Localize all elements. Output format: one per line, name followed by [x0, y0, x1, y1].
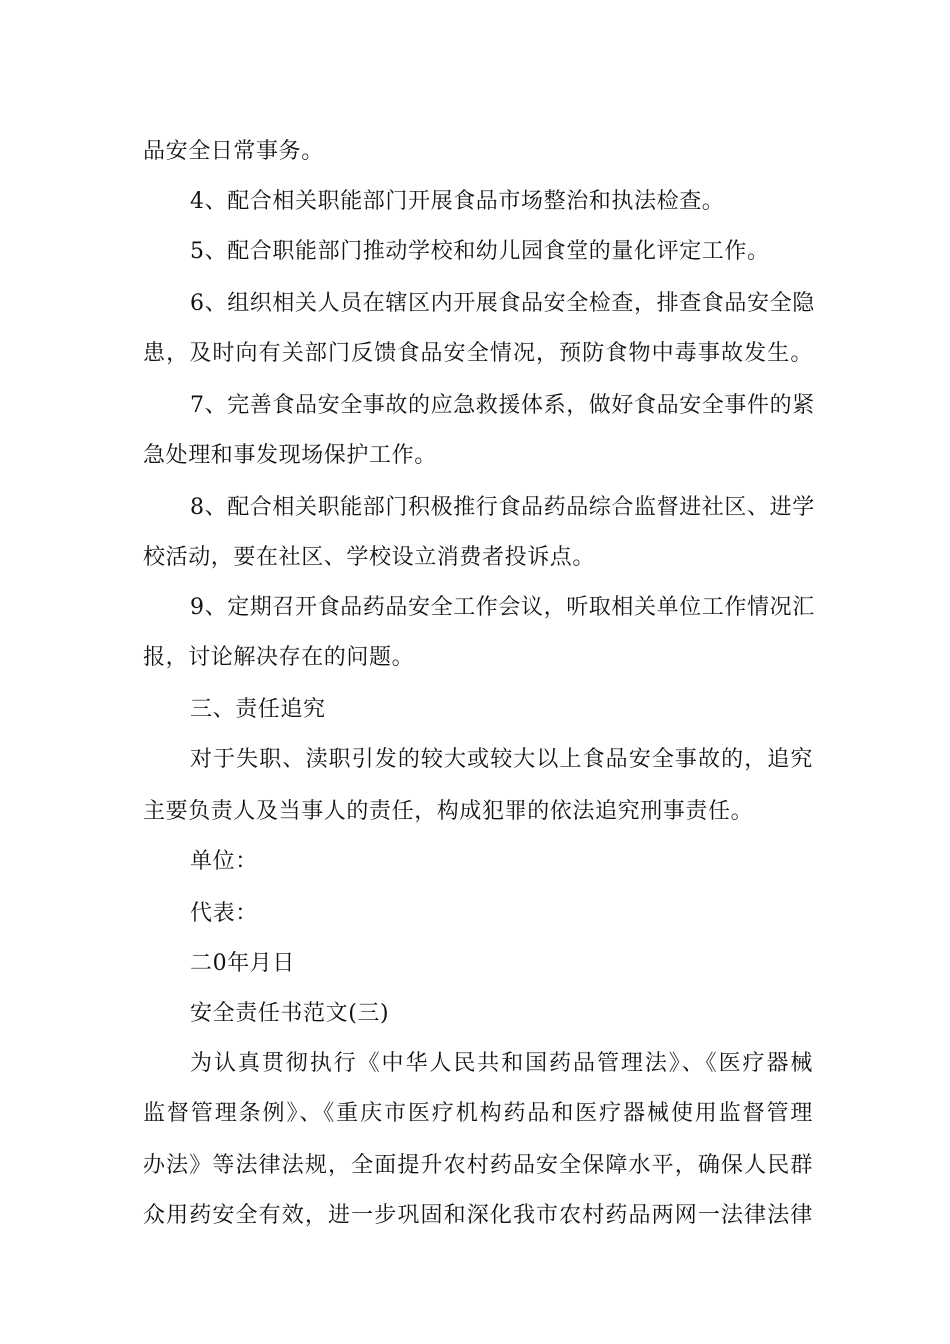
text-line: 品安全日常事务。	[143, 139, 324, 164]
text-line: 急处理和事发现场保护工作。	[143, 443, 437, 468]
signature-representative: 代表：	[190, 901, 258, 926]
list-item-4: 4、配合相关职能部门开展食品市场整治和执法检查。	[190, 189, 725, 214]
list-item-6: 6、组织相关人员在辖区内开展食品安全检查，排查食品安全隐	[190, 291, 815, 316]
text-line: 报，讨论解决存在的问题。	[143, 645, 415, 670]
list-item-8: 8、配合相关职能部门积极推行食品药品综合监督进社区、进学	[190, 495, 815, 520]
text-line: 办法》等法律法规，全面提升农村药品安全保障水平，确保人民群	[143, 1153, 813, 1178]
list-item-9: 9、定期召开食品药品安全工作会议，听取相关单位工作情况汇	[190, 595, 815, 620]
text-line: 校活动，要在社区、学校设立消费者投诉点。	[143, 545, 596, 570]
list-item-7: 7、完善食品安全事故的应急救援体系，做好食品安全事件的紧	[190, 393, 815, 418]
paragraph-line: 对于失职、渎职引发的较大或较大以上食品安全事故的，追究	[190, 747, 813, 772]
text-line: 患，及时向有关部门反馈食品安全情况，预防食物中毒事故发生。	[143, 341, 813, 366]
list-item-5: 5、配合职能部门推动学校和幼儿园食堂的量化评定工作。	[190, 239, 770, 264]
text-line: 监督管理条例》、《重庆市医疗机构药品和医疗器械使用监督管理	[143, 1101, 813, 1126]
signature-unit: 单位：	[190, 849, 258, 874]
text-line: 主要负责人及当事人的责任，构成犯罪的依法追究刑事责任。	[143, 799, 754, 824]
text-line: 众用药安全有效，进一步巩固和深化我市农村药品两网一法律法律	[143, 1203, 813, 1228]
document-title: 安全责任书范文(三)	[190, 1001, 390, 1026]
section-heading: 三、责任追究	[190, 697, 326, 722]
signature-date: 二0年月日	[190, 951, 295, 976]
paragraph-line: 为认真贯彻执行《中华人民共和国药品管理法》、《医疗器械	[190, 1051, 813, 1076]
